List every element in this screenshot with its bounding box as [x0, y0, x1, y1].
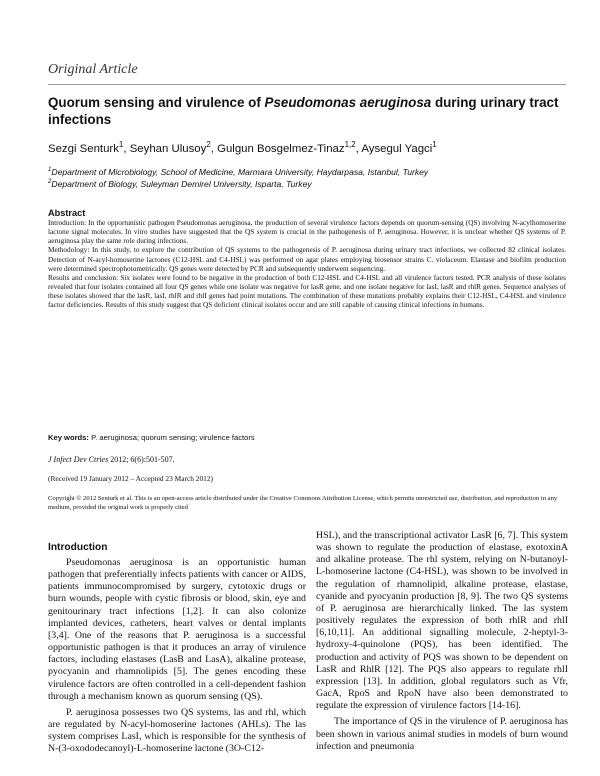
paragraph: Pseudomonas aeruginosa is an opportunistic human pathogen that preferentially infects patients with cancer or AIDS, patients immunocompromised by surgery, cytotoxic drugs or burn wounds, people with cystic fibrosis or blood, skin, eye and genitourinary tract infections [1,2]. It can also colonize implanted devices, catheters, heart valves or dental implants [3,4]. One of the reasons that P. aeruginosa is a successful opportunistic pathogen is that it produces an array of virulence factors, including elastases (LasB and LasA), alkaline protease, pyocyanin and rhamnolipids [5]. The genes encoding these virulence factors are often controlled in a cell-dependent fashion through a mechanism known as quorum sensing (QS). [48, 557, 306, 702]
copyright-notice: Copyright © 2012 Senturk et al. This is an open-access article distributed under the Creative Commons Attribution License, which permits unrestricted use, distribution, and reproduction in any medium, provided the original work is properly cited [48, 495, 558, 511]
journal-citation [48, 455, 175, 464]
paragraph: The importance of QS in the virulence of P. aeruginosa has been shown in various animal studies in models of burn wound infection and pneumonia [316, 716, 568, 752]
keywords-label: Key words: [48, 433, 89, 442]
author-affiliation-mark: 1 [118, 140, 124, 150]
abstract-heading: Abstract [48, 208, 86, 218]
received-accepted-dates: (Received 19 January 2012 – Accepted 23 March 2012) [48, 474, 214, 483]
article-type-label: Original Article [48, 62, 138, 77]
author-list: Sezgi Senturk$^1$, Seyhan Ulusoy$^2$, Gulgun Bosgelmez-Tinaz$^{1,2}$, Aysegul Yagci$^1$ [48, 140, 437, 155]
affiliation [48, 179, 568, 191]
affiliation [48, 167, 568, 179]
author-affiliation-mark: 2 [206, 140, 211, 150]
left-column [48, 557, 306, 756]
article-title [48, 94, 568, 128]
author-affiliation-mark: 1,2 [344, 140, 356, 150]
journal-name: J Infect Dev Ctries [48, 455, 109, 464]
keywords [48, 433, 566, 442]
affiliation-text: Department of Biology, Suleyman Demirel University, Isparta, Turkey [51, 178, 312, 189]
paragraph: HSL), and the transcriptional activator LasR [6, 7]. This system was shown to regulate the production of elastase, exotoxinA and alkaline protease. The rhl system, relying on N-butanoyl-L-homoserine lactone (C4-HSL), was shown to be involved in the regulation of rhamnolipid, alkaline protease, elastase, cyanide and pyocyanin production [8, 9]. The two QS systems of P. aeruginosa are hierarchically linked. The las system positively regulates the expression of both rhlR and rhlI [6,10,11]. An additional signalling molecule, 2-heptyl-3-hydroxy-4-quinolone (PQS), has been identified. The production and activity of PQS was shown to be dependent on LasR and RhlR [12]. The PQS also appears to regulate rhlI expression [13]. In addition, global regulators such as Vfr, GacA, RpoS and RpoN have also been demonstrated to regulate the expression of virulence factors [14-16]. [316, 530, 568, 712]
abstract-methodology: Methodology: In this study, to explore the contribution of QS systems to the pathogenesis of P. aeruginosa during urinary tract infections, we collected 82 clinical isolates. Detection of N-acyl-homoserine lactones (C12-HSL and C4-HSL) was performed on agar plates employing biosensor strains C. violaceum. Elastase and biofilm production were determined spectrophotometrically. QS genes were detected by PCR and subsequently underwent sequencing. [48, 245, 566, 273]
introduction-heading: Introduction [48, 542, 108, 553]
author-name: Seyhan Ulusoy [129, 143, 207, 155]
affiliation-list [48, 167, 568, 190]
abstract-body [48, 218, 566, 310]
keywords-text: P. aeruginosa; quorum sensing; virulence factors [91, 433, 255, 442]
paragraph: P. aeruginosa possesses two QS systems, las and rhl, which are regulated by N-acyl-homoserine lactones (AHLs). The las system comprises LasI, which is responsible for the synthesis of N-(3-oxododecanoyl)-L-homoserine lactone (3O-C12- [48, 706, 306, 755]
title-part-2: during urinary tract infections [48, 95, 559, 127]
abstract-results: Results and conclusion: Six isolates were found to be negative in the production of both C12-HSL and C4-HSL and all virulence factors tested. PCR analysis of these isolates revealed that four isolates contained all four QS genes while one isolate was negative for lasR gene, and one isolate negative for lasI, lasR and rhlR genes. Sequence analyses of these isolates showed that the lasR, lasI, rhlR and rhlI genes had point mutations. The combination of these mutations probably explains their C12-HSL, C4-HSL and virulence factor deficiencies. Results of this study suggest that QS deficient clinical isolates occur and are still capable of causing clinical infections in humans. [48, 272, 566, 310]
title-part-1: Quorum sensing and virulence of [48, 95, 265, 110]
header-divider [48, 84, 566, 85]
affiliation-text: Department of Microbiology, School of Medicine, Marmara University, Haydarpasa, Istanbul, Turkey [51, 167, 429, 177]
right-column [316, 530, 568, 753]
author-name: Aysegul Yagci [361, 143, 433, 155]
author-name: Gulgun Bosgelmez-Tinaz [217, 143, 345, 155]
title-organism: Pseudomonas aeruginosa [264, 95, 432, 110]
affiliation-mark: 1 [48, 167, 52, 174]
citation-details: 2012; 6(6):501-507. [110, 455, 175, 464]
author-name: Sezgi Senturk [48, 143, 119, 155]
author-affiliation-mark: 1 [432, 140, 437, 150]
affiliation-mark: 2 [48, 178, 52, 185]
abstract-introduction: Introduction: In the opportunistic pathogen Pseudomonas aeruginosa, the production of several virulence factors depends on quorum-sensing (QS) involving N-acylhomoserine lactone signal molecules. In vitro studies have suggested that the QS system is crucial in the pathogenesis of P. aeruginosa. However, it is unclear whether QS systems of P. aeruginosa play the same role during infections. [48, 218, 566, 246]
